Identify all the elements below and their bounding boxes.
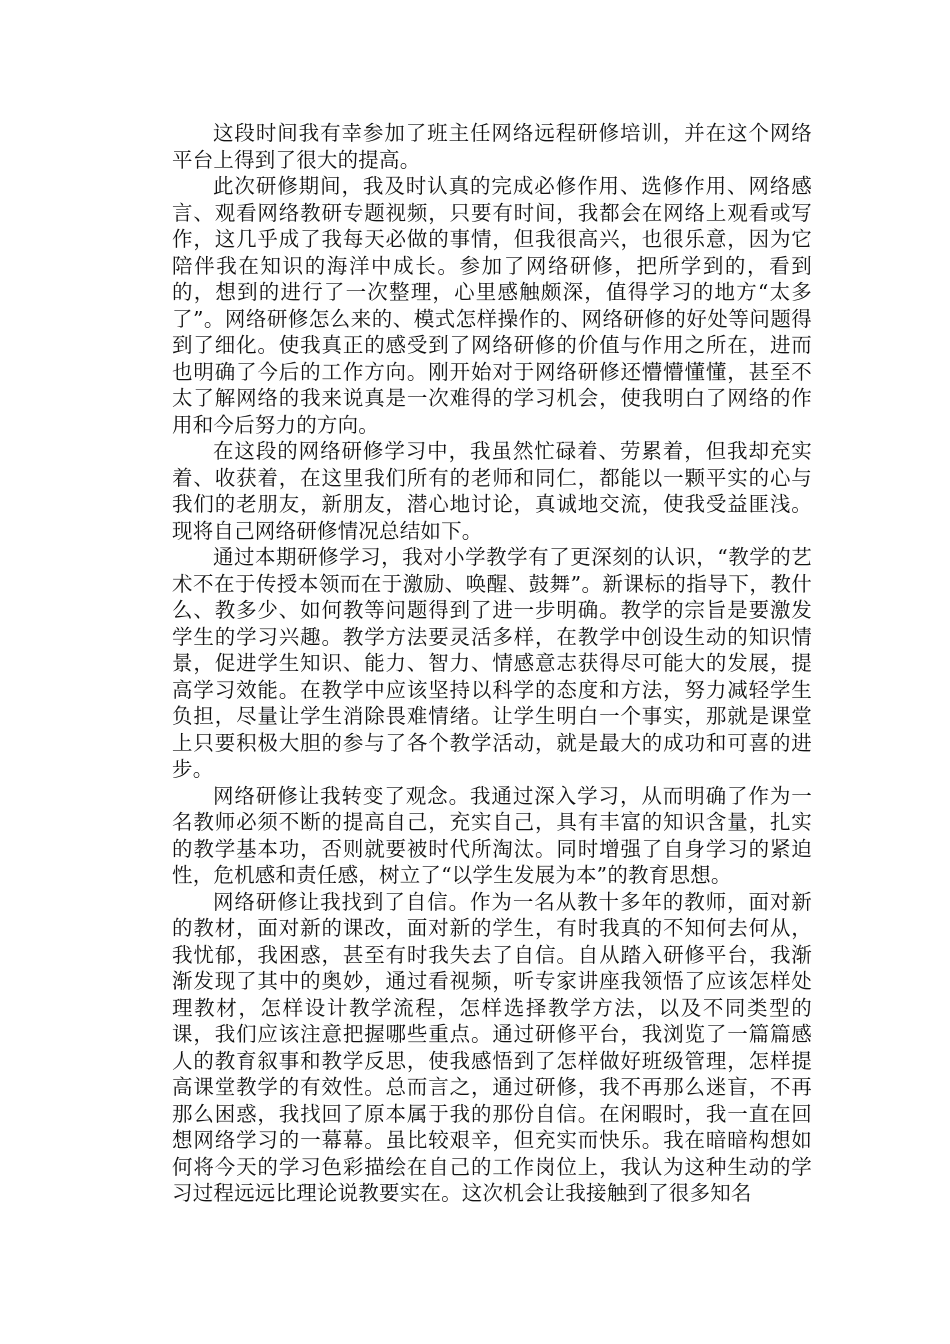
paragraph-2: 此次研修期间，我及时认真的完成必修作用、选修作用、网络感言、观看网络教研专题视频，只要有时间，我都会在网络上观看或写作，这几乎成了我每天必做的事情，但我很高兴，也很乐意，因为它陪伴我在知识的海洋中成长。参加了网络研修，把所学到的，看到的，想到的进行了一次整理，心里感触颇深，值得学习的地方“太多了”。网络研修怎么来的、模式怎样操作的、网络研修的好处等问题得到了细化。使我真正的感受到了网络研修的价值与作用之所在，进而也明确了今后的工作方向。刚开始对于网络研修还懵懵懂懂，甚至不太了解网络的我来说真是一次难得的学习机会，使我明白了网络的作用和今后努力的方向。 [172,174,812,437]
paragraph-3: 在这段的网络研修学习中，我虽然忙碌着、劳累着，但我却充实着、收获着，在这里我们所有的老师和同仁，都能以一颗平实的心与我们的老朋友，新朋友，潜心地讨论，真诚地交流，使我受益匪浅。现将自己网络研修情况总结如下。 [172,439,812,543]
paragraph-6: 网络研修让我找到了自信。作为一名从教十多年的教师，面对新的教材，面对新的课改，面对新的学生，有时我真的不知何去何从，我忧郁，我困惑，甚至有时我失去了自信。自从踏入研修平台，我渐渐发现了其中的奥妙，通过看视频，听专家讲座我领悟了应该怎样处理教材，怎样设计教学流程，怎样选择教学方法，以及不同类型的课，我们应该注意把握哪些重点。通过研修平台，我浏览了一篇篇感人的教育叙事和教学反思，使我感悟到了怎样做好班级管理，怎样提高课堂教学的有效性。总而言之，通过研修，我不再那么迷盲，不再那么困惑，我找回了原本属于我的那份自信。在闲暇时，我一直在回想网络学习的一幕幕。虽比较艰辛，但充实而快乐。我在暗暗构想如何将今天的学习色彩描绘在自己的工作岗位上，我认为这种生动的学习过程远远比理论说教要实在。这次机会让我接触到了很多知名 [172,889,812,1205]
paragraph-4: 通过本期研修学习，我对小学教学有了更深刻的认识，“教学的艺术不在于传授本领而在于激励、唤醒、鼓舞”。新课标的指导下，教什么、教多少、如何教等问题得到了进一步明确。教学的宗旨是要激发学生的学习兴趣。教学方法要灵活多样，在教学中创设生动的知识情景，促进学生知识、能力、智力、情感意志获得尽可能大的发展，提高学习效能。在教学中应该坚持以科学的态度和方法，努力减轻学生负担，尽量让学生消除畏难情绪。让学生明白一个事实，那就是课堂上只要积极大胆的参与了各个教学活动，就是最大的成功和可喜的进步。 [172,545,812,781]
paragraph-1: 这段时间我有幸参加了班主任网络远程研修培训，并在这个网络平台上得到了很大的提高。 [172,121,812,172]
paragraph-5: 网络研修让我转变了观念。我通过深入学习，从而明确了作为一名教师必须不断的提高自己，充实自己，具有丰富的知识含量，扎实的教学基本功，否则就要被时代所淘汰。同时增强了自身学习的紧迫性，危机感和责任感，树立了“以学生发展为本”的教育思想。 [172,783,812,887]
document-body [172,120,812,1207]
